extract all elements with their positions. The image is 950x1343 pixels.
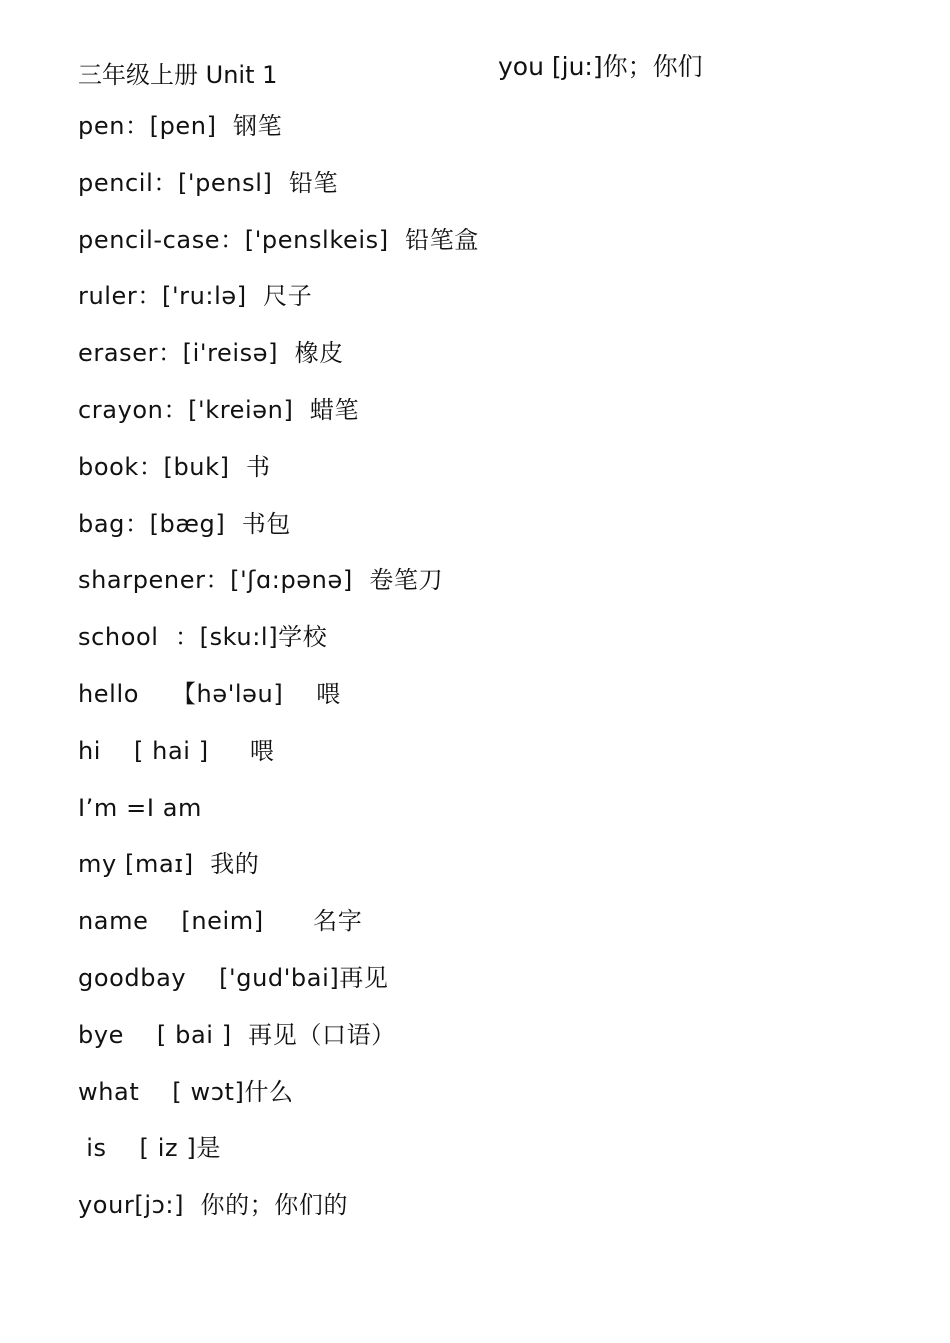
vocab-item-is: is [ iz ]是 (78, 1134, 221, 1163)
vocab-item-my: my [maɪ] 我的 (78, 850, 260, 879)
vocab-item-crayon: crayon：['kreiən] 蜡笔 (78, 395, 360, 424)
side-vocab-entry: you [ju:]你；你们 (498, 52, 703, 81)
vocab-item-book: book：[buk] 书 (78, 452, 271, 481)
vocab-item-pencil-case: pencil-case：['penslkeis] 铅笔盒 (78, 225, 479, 254)
page-title: 三年级上册 Unit 1 (78, 61, 278, 89)
vocab-item-bag: bag：[bæg] 书包 (78, 509, 291, 538)
vocab-item-your: your[jɔ:] 你的；你们的 (78, 1191, 349, 1220)
vocab-item-sharpener: sharpener：['ʃɑ:pənə] 卷笔刀 (78, 566, 444, 595)
vocab-item-eraser: eraser：[i'reisə] 橡皮 (78, 339, 344, 368)
vocab-item-hello: hello 【hə'ləu] 喂 (78, 679, 341, 708)
vocab-item-name: name [neim] 名字 (78, 907, 363, 936)
vocab-item-what: what [ wɔt]什么 (78, 1077, 294, 1106)
vocab-item-bye: bye [ bai ] 再见（口语） (78, 1020, 396, 1049)
vocabulary-list (78, 109, 479, 1245)
vocab-item-pencil: pencil：['pensl] 铅笔 (78, 168, 339, 197)
vocab-item-i-am: I’m =I am (78, 793, 203, 822)
vocab-item-goodbay: goodbay ['gud'bai]再见 (78, 963, 389, 992)
vocab-item-pen: pen：[pen] 钢笔 (78, 112, 283, 140)
vocab-item-hi: hi [ hai ] 喂 (78, 736, 275, 765)
vocab-item-school: school ：[sku:l]学校 (78, 623, 328, 652)
vocab-item-ruler: ruler：['ru:lə] 尺子 (78, 282, 313, 311)
